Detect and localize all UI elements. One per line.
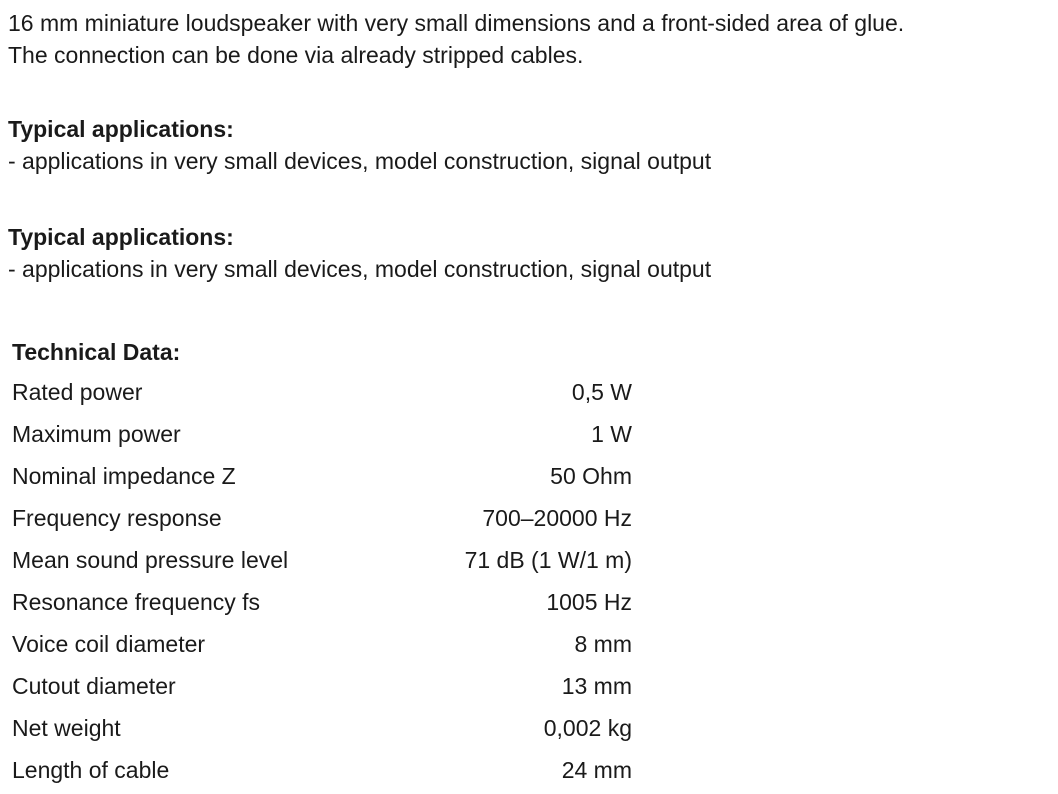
spec-row-net-weight (12, 707, 632, 749)
spec-row-resonance-frequency (12, 581, 632, 623)
technical-data-table (12, 333, 632, 791)
spec-label: Maximum power (12, 421, 181, 447)
section-heading: Typical applications: (8, 224, 234, 250)
typical-applications-section (8, 221, 711, 285)
spec-row-cutout-diameter (12, 665, 632, 707)
spec-row-mean-sound-pressure (12, 539, 632, 581)
spec-row-rated-power (12, 371, 632, 413)
spec-row-nominal-impedance (12, 455, 632, 497)
spec-row-voice-coil-diameter (12, 623, 632, 665)
spec-row-length-of-cable (12, 749, 632, 791)
description-line-2: The connection can be done via already stripped cables. (8, 42, 584, 68)
spec-value: 50 Ohm (550, 463, 632, 489)
spec-label: Voice coil diameter (12, 631, 206, 657)
spec-value: 13 mm (561, 673, 632, 699)
spec-label: Frequency response (12, 505, 222, 531)
spec-label: Mean sound pressure level (12, 547, 289, 573)
spec-label: Resonance frequency fs (12, 589, 261, 615)
spec-label: Length of cable (12, 757, 170, 783)
spec-value: 700–20000 Hz (482, 505, 632, 531)
spec-value: 1005 Hz (546, 589, 632, 615)
spec-value: 0,5 W (571, 379, 632, 405)
spec-label: Net weight (12, 715, 121, 741)
spec-label: Nominal impedance Z (12, 463, 236, 489)
application-item: - applications in very small devices, model construction, signal output (8, 256, 712, 282)
spec-value: 8 mm (574, 631, 632, 657)
spec-value: 0,002 kg (543, 715, 632, 741)
application-item: - applications in very small devices, model construction, signal output (8, 148, 712, 174)
spec-label: Rated power (12, 379, 143, 405)
spec-value: 24 mm (561, 757, 632, 783)
typical-applications-section (8, 113, 711, 177)
spec-label: Cutout diameter (12, 673, 176, 699)
spec-value: 71 dB (1 W/1 m) (464, 547, 632, 573)
spec-row-maximum-power (12, 413, 632, 455)
spec-row-frequency-response (12, 497, 632, 539)
description-line-1: 16 mm miniature loudspeaker with very small dimensions and a front-sided area of glue. (8, 10, 905, 36)
product-description (8, 7, 904, 71)
technical-data-title: Technical Data: (12, 339, 181, 365)
section-heading: Typical applications: (8, 116, 234, 142)
spec-value: 1 W (591, 421, 632, 447)
